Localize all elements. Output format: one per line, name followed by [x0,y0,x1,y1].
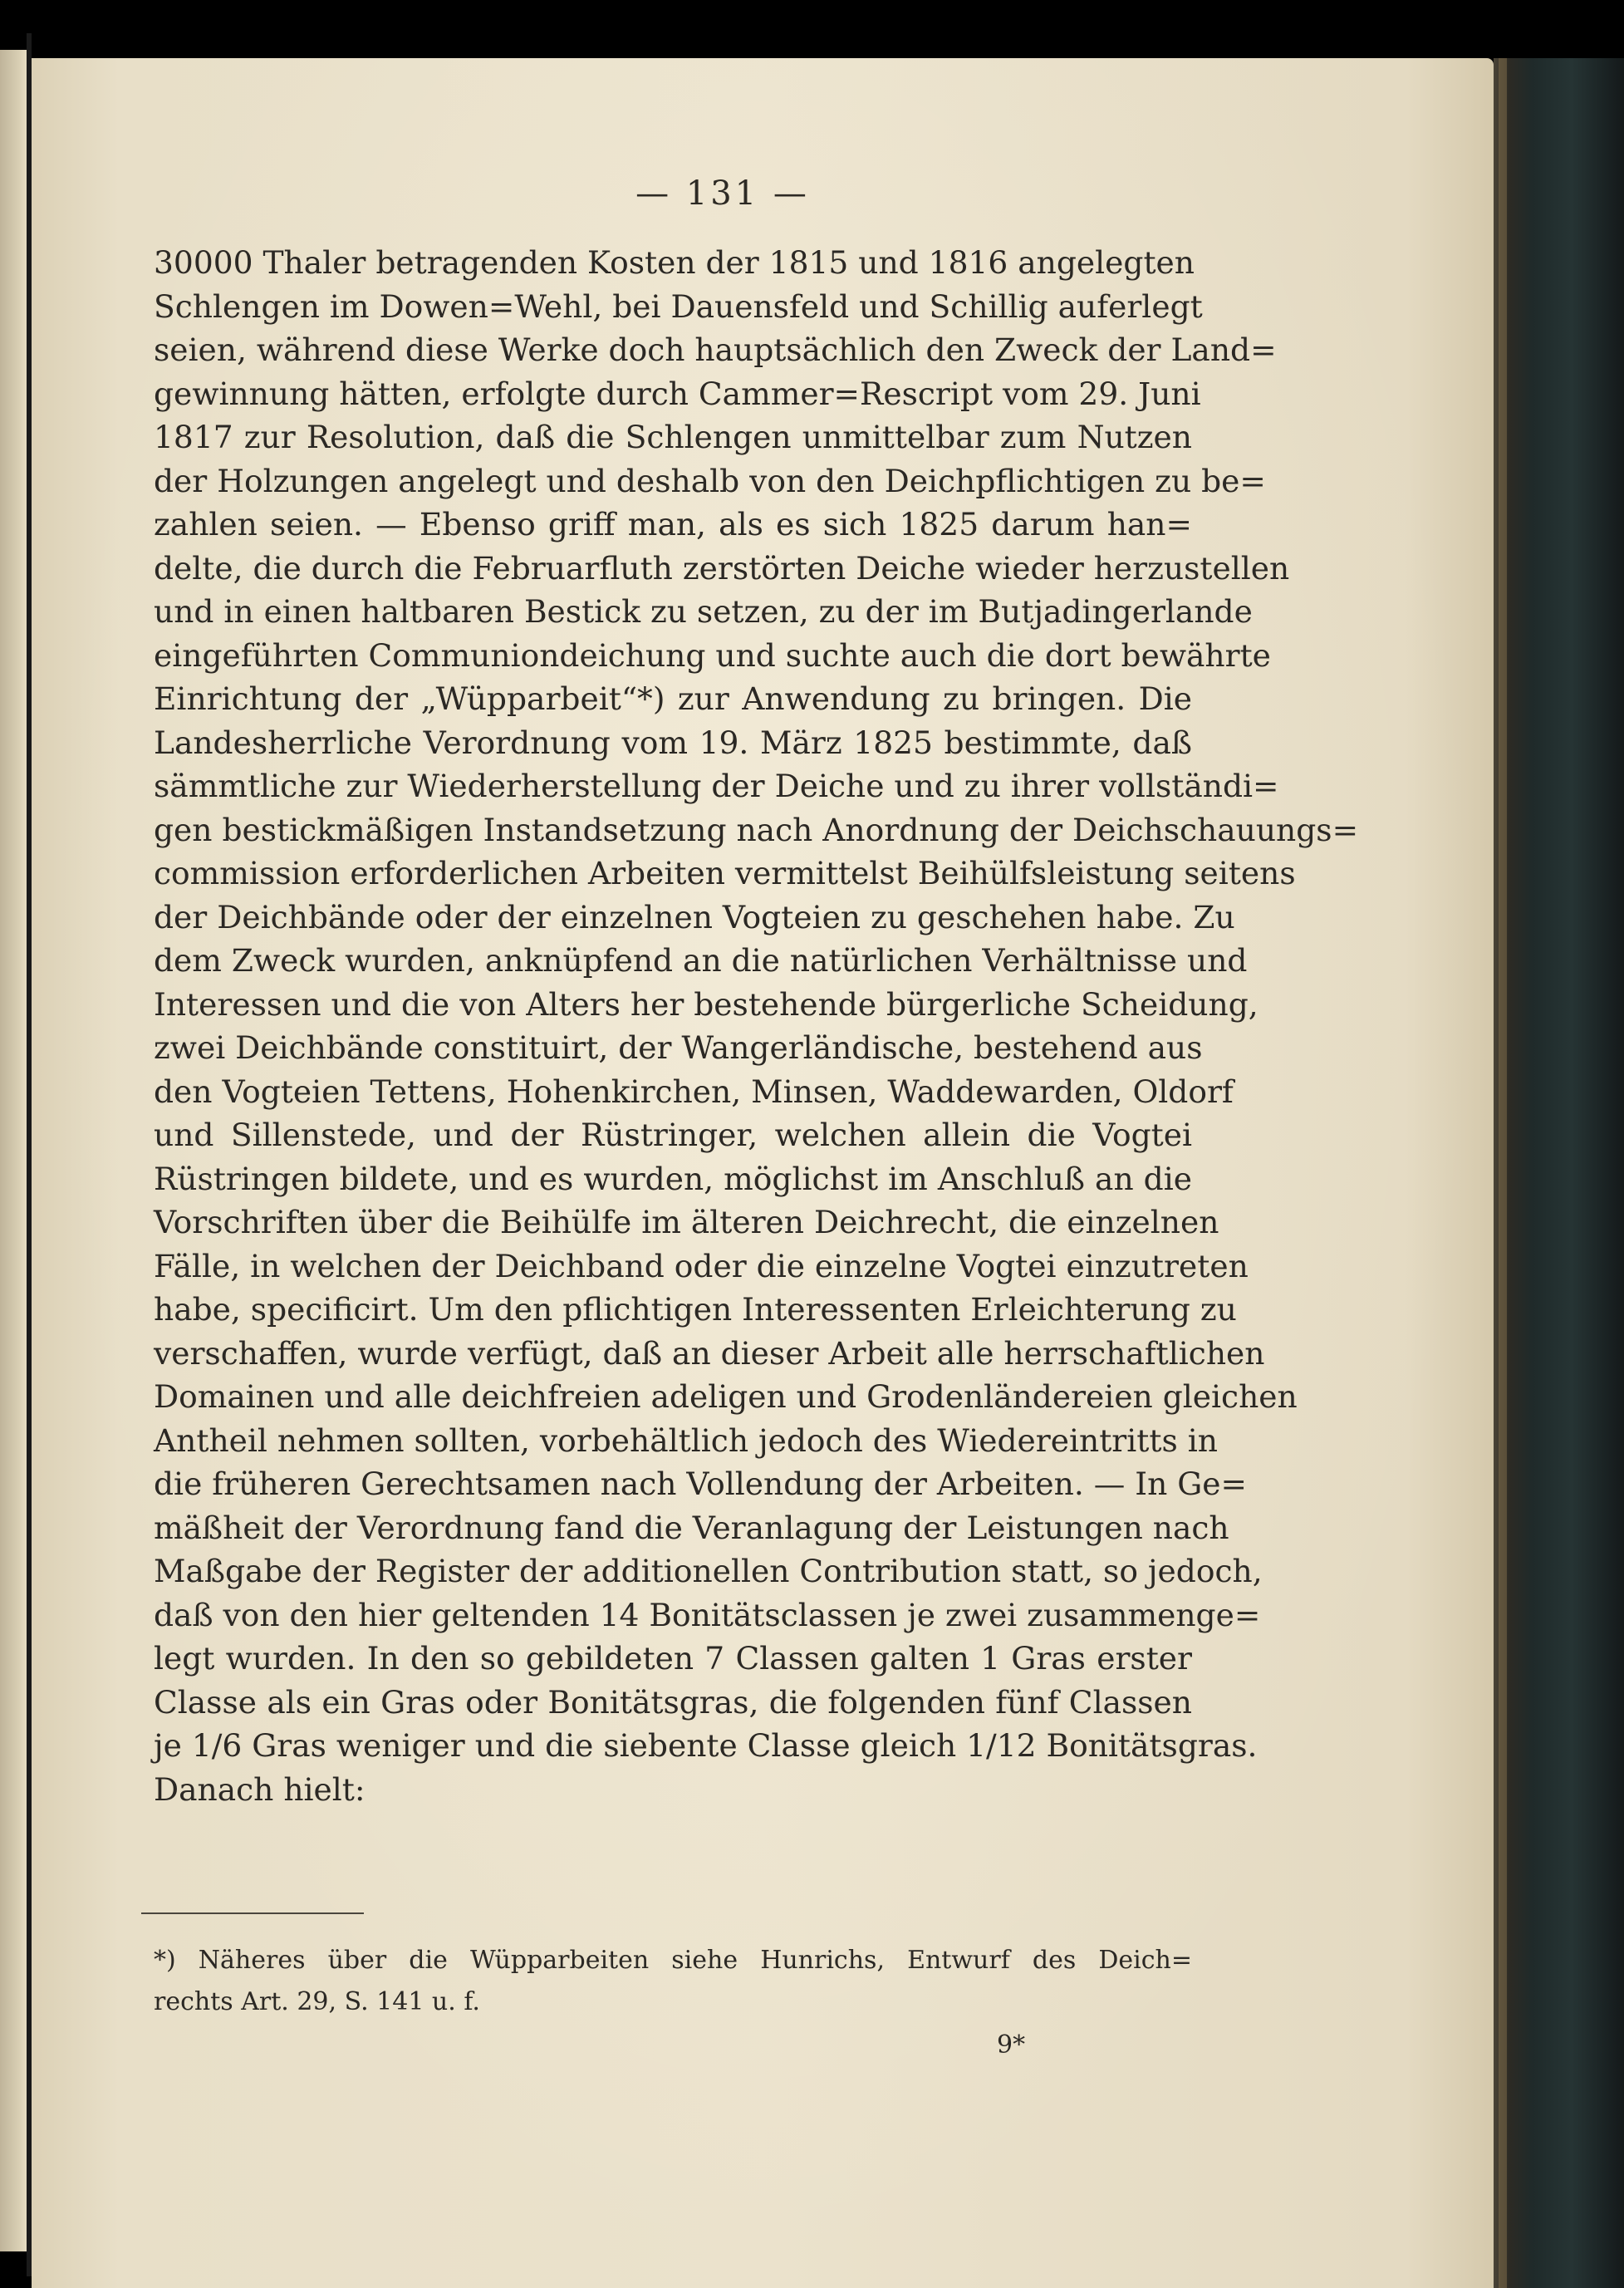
text-line: dem Zweck wurden, anknüpfend an die natürlichen Verhältnisse und [154,942,1248,979]
book-cover-edge [1494,58,1624,2288]
text-line: je 1/6 Gras weniger und die siebente Classe gleich 1/12 Bonitätsgras. [154,1727,1258,1764]
text-line: mäßheit der Verordnung fand die Veranlagung der Leistungen nach [154,1509,1229,1546]
text-line: Domainen und alle deichfreien adeligen und Grodenländereien gleichen [154,1378,1298,1415]
body-text [154,241,1359,1811]
text-line: verschaffen, wurde verfügt, daß an dieser Arbeit alle herrschaftlichen [154,1334,1265,1372]
text-line: Einrichtung der „Wüpparbeit“*) zur Anwendung zu bringen. Die [154,680,1192,717]
text-line: Landesherrliche Verordnung vom 19. März 1825 bestimmte, daß [154,724,1192,761]
text-line: commission erforderlichen Arbeiten vermittelst Beihülfsleistung seitens [154,855,1296,891]
signature-mark: 9* [997,2030,1026,2060]
text-line: *) Näheres über die Wüpparbeiten siehe Hunrichs, Entwurf des Deich= [154,1946,1192,1975]
page-number-header: — 131 — [635,174,810,213]
text-line: Fälle, in welchen der Deichband oder die einzelne Vogtei einzutreten [154,1247,1249,1284]
text-line: Classe als ein Gras oder Bonitätsgras, die folgenden fünf Classen [154,1683,1192,1721]
text-line: zwei Deichbände constituirt, der Wangerländische, bestehend aus [154,1029,1203,1066]
text-line: Rüstringen bildete, und es wurden, möglichst im Anschluß an die [154,1160,1192,1197]
text-line: gewinnung hätten, erfolgte durch Cammer=Rescript vom 29. Juni [154,375,1201,412]
text-line: der Deichbände oder der einzelnen Vogteien zu geschehen habe. Zu [154,898,1235,935]
text-line: und Sillenstede, und der Rüstringer, welchen allein die Vogtei [154,1117,1192,1153]
footnote [154,1940,1192,2023]
text-line: der Holzungen angelegt und deshalb von den Deichpflichtigen zu be= [154,462,1266,499]
text-line: Danach hielt: [154,1770,366,1808]
text-line: habe, specificirt. Um den pflichtigen Interessenten Erleichterung zu [154,1291,1237,1328]
text-line: delte, die durch die Februarfluth zerstörten Deiche wieder herzustellen [154,549,1290,587]
text-line: zahlen seien. — Ebenso griff man, als es sich 1825 darum han= [154,506,1192,543]
text-line: Vorschriften über die Beihülfe im älteren Deichrecht, die einzelnen [154,1204,1219,1240]
text-line: den Vogteien Tettens, Hohenkirchen, Minsen, Waddewarden, Oldorf [154,1073,1234,1110]
text-line: 30000 Thaler betragenden Kosten der 1815 und 1816 angelegten [154,244,1195,281]
text-line: die früheren Gerechtsamen nach Vollendung der Arbeiten. — In Ge= [154,1466,1247,1502]
text-line: legt wurden. In den so gebildeten 7 Classen galten 1 Gras erster [154,1640,1192,1677]
text-line: Maßgabe der Register der additionellen Contribution statt, so jedoch, [154,1553,1263,1589]
facing-page-edge [0,50,27,2251]
text-line: sämmtliche zur Wiederherstellung der Deiche und zu ihrer vollständi= [154,768,1279,804]
footnote-rule [141,1912,364,1914]
text-line: und in einen haltbaren Bestick zu setzen, zu der im Butjadingerlande [154,593,1253,630]
text-line: 1817 zur Resolution, daß die Schlengen unmittelbar zum Nutzen [154,419,1192,455]
text-line: daß von den hier geltenden 14 Bonitätsclassen je zwei zusammenge= [154,1596,1261,1633]
text-line: eingeführten Communiondeichung und suchte auch die dort bewährte [154,636,1271,674]
text-line: Antheil nehmen sollten, vorbehältlich jedoch des Wiedereintritts in [154,1421,1218,1459]
text-line: Schlengen im Dowen=Wehl, bei Dauensfeld und Schillig auferlegt [154,287,1203,325]
text-line: seien, während diese Werke doch hauptsächlich den Zweck der Land= [154,331,1277,368]
text-line: gen bestickmäßigen Instandsetzung nach Anordnung der Deichschauungs= [154,811,1359,848]
text-line: Interessen und die von Alters her bestehende bürgerliche Scheidung, [154,985,1258,1023]
text-line: rechts Art. 29, S. 141 u. f. [154,1987,480,2016]
